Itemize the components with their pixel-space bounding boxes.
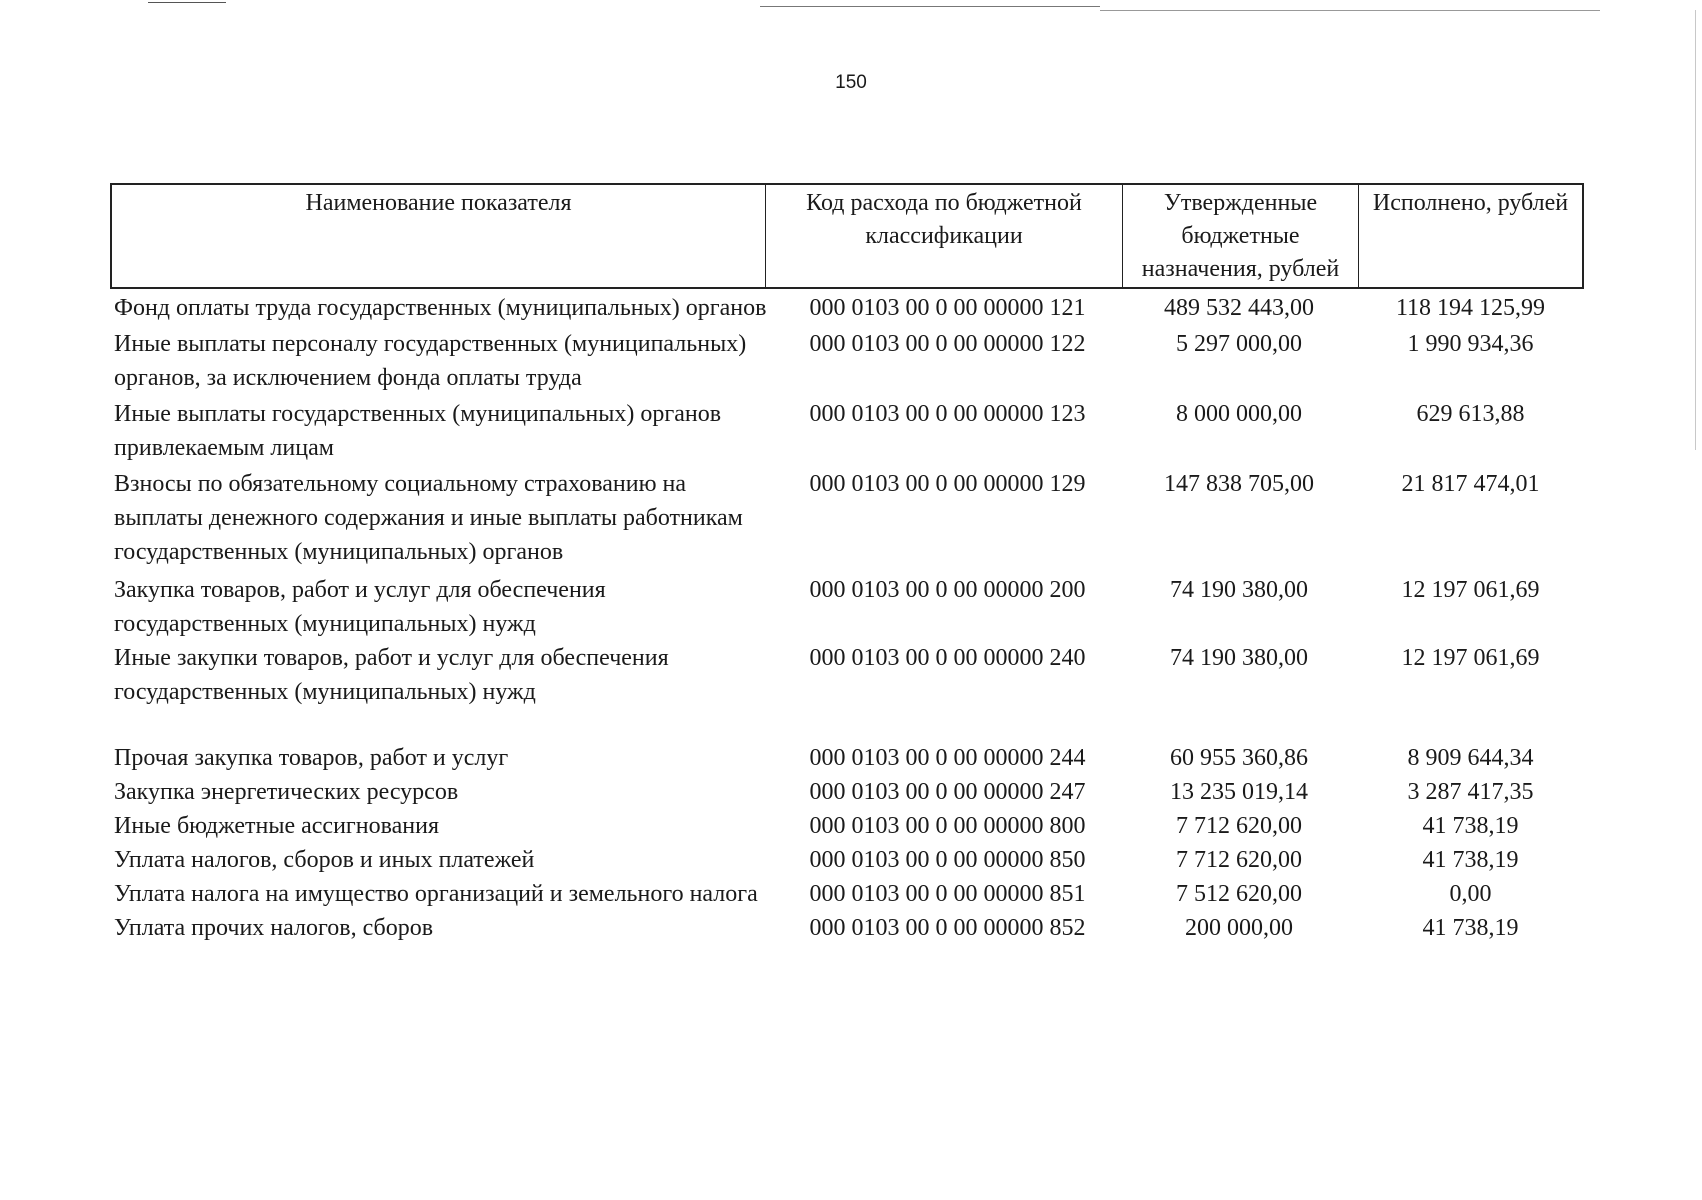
- row-executed: 629 613,88: [1416, 401, 1525, 427]
- row-name: Иные бюджетные ассигнования: [114, 813, 439, 839]
- row-name: Закупка энергетических ресурсов: [114, 779, 459, 805]
- row-name: Уплата прочих налогов, сборов: [114, 915, 434, 941]
- row-executed: 21 817 474,01: [1401, 471, 1540, 497]
- row-approved: 74 190 380,00: [1170, 577, 1308, 603]
- row-approved: 5 297 000,00: [1176, 331, 1302, 357]
- header-approved: Утвержденные бюджетные назначения, рублей: [1123, 185, 1359, 287]
- row-name: Иные выплаты персоналу государственных (муниципальных) органов, за исключением фонда оплаты труда: [114, 331, 747, 391]
- page-number: 150: [835, 72, 867, 93]
- table-row: [110, 641, 1584, 709]
- row-code: 000 0103 00 0 00 00000 240: [809, 645, 1086, 671]
- row-code: 000 0103 00 0 00 00000 123: [809, 401, 1086, 427]
- row-approved: 200 000,00: [1185, 915, 1293, 941]
- row-approved: 489 532 443,00: [1164, 295, 1314, 321]
- row-name: Взносы по обязательному социальному страхованию на выплаты денежного содержания и иные выплаты работникам государственных (муниципальных) органов: [114, 471, 743, 565]
- row-executed: 41 738,19: [1422, 813, 1519, 839]
- table-row: [110, 877, 1584, 911]
- row-executed: 8 909 644,34: [1407, 745, 1534, 771]
- row-executed: 12 197 061,69: [1401, 577, 1540, 603]
- row-executed: 41 738,19: [1422, 915, 1519, 941]
- row-executed: 0,00: [1449, 881, 1492, 907]
- row-code: 000 0103 00 0 00 00000 850: [809, 847, 1086, 873]
- table-row: [110, 397, 1584, 465]
- table-row: [110, 291, 1584, 325]
- row-executed: 1 990 934,36: [1407, 331, 1534, 357]
- scan-artifact-line: [148, 2, 226, 3]
- row-approved: 74 190 380,00: [1170, 645, 1308, 671]
- row-approved: 147 838 705,00: [1164, 471, 1314, 497]
- row-executed: 118 194 125,99: [1395, 295, 1546, 321]
- row-approved: 7 712 620,00: [1176, 847, 1302, 873]
- row-code: 000 0103 00 0 00 00000 200: [809, 577, 1086, 603]
- row-name: Иные закупки товаров, работ и услуг для обеспечения государственных (муниципальных) нужд: [114, 645, 669, 705]
- table-row: [110, 809, 1584, 843]
- row-approved: 8 000 000,00: [1176, 401, 1302, 427]
- row-name: Уплата налога на имущество организаций и земельного налога: [114, 881, 758, 907]
- scan-artifact-line: [760, 6, 1100, 7]
- header-code: Код расхода по бюджетной классификации: [766, 185, 1123, 287]
- table-row: [110, 843, 1584, 877]
- scan-artifact-line: [1100, 10, 1600, 11]
- table-row: [110, 573, 1584, 641]
- row-executed: 12 197 061,69: [1401, 645, 1540, 671]
- table-body: [110, 289, 1584, 945]
- table-row: [110, 775, 1584, 809]
- row-code: 000 0103 00 0 00 00000 129: [809, 471, 1086, 497]
- row-approved: 13 235 019,14: [1170, 779, 1308, 805]
- row-approved: 7 512 620,00: [1176, 881, 1302, 907]
- row-executed: 3 287 417,35: [1407, 779, 1534, 805]
- table-row: [110, 327, 1584, 395]
- row-approved: 7 712 620,00: [1176, 813, 1302, 839]
- table-row: [110, 741, 1584, 775]
- row-approved: 60 955 360,86: [1170, 745, 1308, 771]
- row-name: Уплата налогов, сборов и иных платежей: [114, 847, 535, 873]
- row-name: Фонд оплаты труда государственных (муниципальных) органов: [114, 295, 767, 321]
- row-name: Иные выплаты государственных (муниципальных) органов привлекаемым лицам: [114, 401, 722, 461]
- row-name: Прочая закупка товаров, работ и услуг: [114, 745, 509, 771]
- row-code: 000 0103 00 0 00 00000 800: [809, 813, 1086, 839]
- row-name: Закупка товаров, работ и услуг для обеспечения государственных (муниципальных) нужд: [114, 577, 606, 637]
- row-executed: 41 738,19: [1422, 847, 1519, 873]
- row-code: 000 0103 00 0 00 00000 851: [809, 881, 1086, 907]
- row-spacer: [110, 709, 1584, 741]
- row-code: 000 0103 00 0 00 00000 244: [809, 745, 1086, 771]
- table-row: [110, 911, 1584, 945]
- row-code: 000 0103 00 0 00 00000 247: [809, 779, 1086, 805]
- header-executed: Исполнено, рублей: [1372, 190, 1569, 216]
- table-header: [110, 183, 1584, 289]
- header-name: Наименование показателя: [112, 185, 766, 287]
- row-code: 000 0103 00 0 00 00000 121: [809, 295, 1086, 321]
- row-code: 000 0103 00 0 00 00000 122: [809, 331, 1086, 357]
- table-row: [110, 467, 1584, 569]
- row-code: 000 0103 00 0 00 00000 852: [809, 915, 1086, 941]
